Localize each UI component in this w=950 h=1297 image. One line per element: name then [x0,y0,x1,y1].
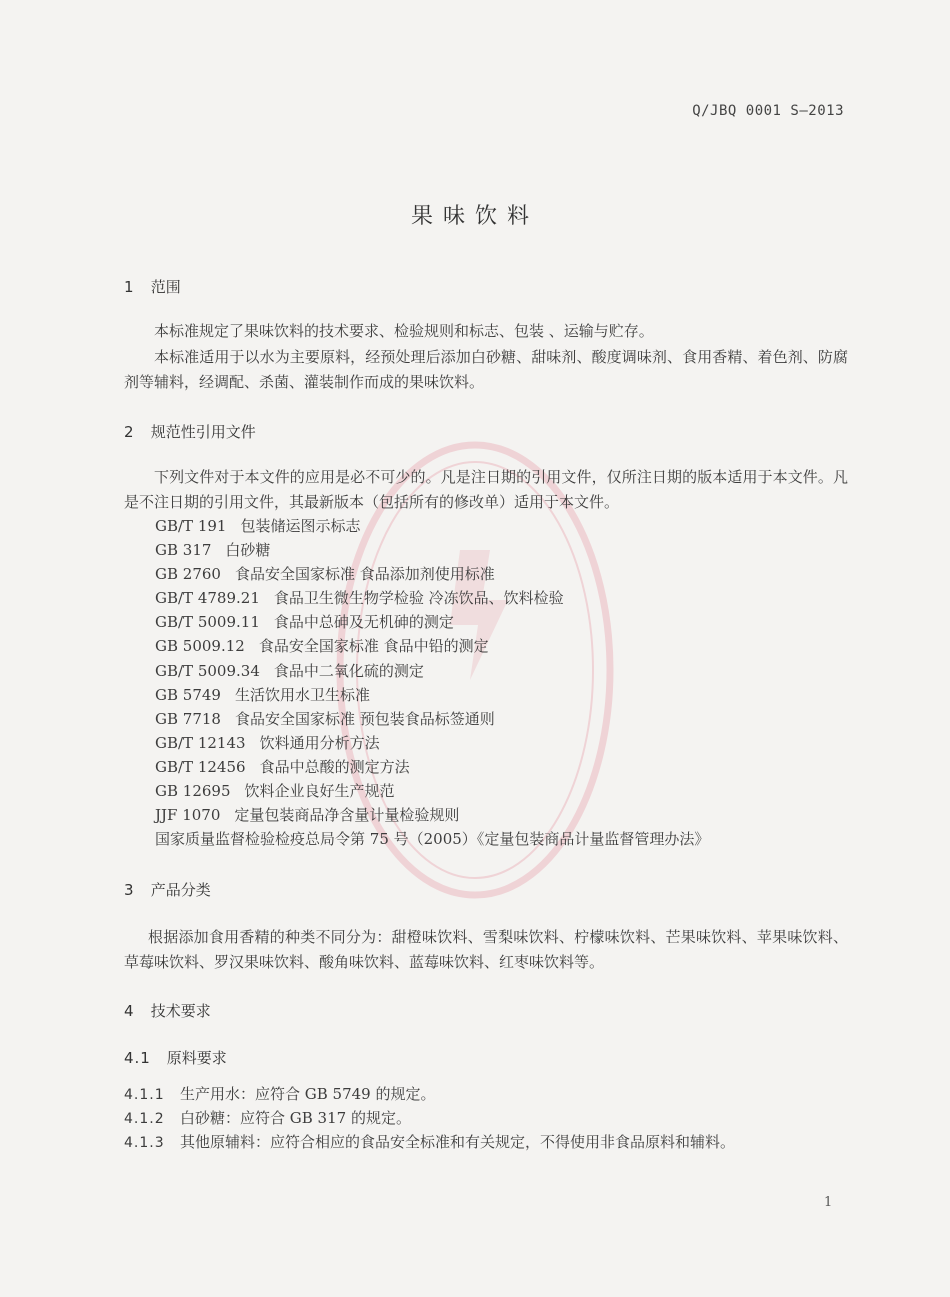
section-title: 规范性引用文件 [150,423,256,441]
section-number: 3 [124,881,134,899]
reference-item: GB/T 191 包装储运图示标志 [155,517,361,535]
reference-item: GB/T 4789.21 食品卫生微生物学检验 冷冻饮品、饮料检验 [155,589,564,608]
reference-item: GB/T 12143 饮料通用分析方法 [155,733,380,752]
subsection-number: 4.1 [124,1049,151,1067]
classification-paragraph: 根据添加食用香精的种类不同分为：甜橙味饮料、雪梨味饮料、柠檬味饮料、芒果味饮料、苹果味饮料、草莓味饮料、罗汉果味饮料、酸角味饮料、蓝莓味饮料、红枣味饮料等。 [124,928,848,971]
reference-item: GB/T 5009.11 食品中总砷及无机砷的测定 [155,613,454,632]
section-title: 技术要求 [150,1002,211,1020]
section-heading-references [124,421,256,442]
reference-list [155,514,709,851]
reference-item: GB 2760 食品安全国家标准 食品添加剂使用标准 [155,565,495,584]
section-heading-scope [124,276,181,297]
section-number: 4 [124,1002,134,1020]
reference-item: GB/T 5009.34 食品中二氧化硫的测定 [155,661,424,680]
section-heading-classification [124,879,211,900]
clause-4-1-2: 4.1.2 白砂糖：应符合 GB 317 的规定。 [124,1109,411,1127]
reference-item: GB 5749 生活饮用水卫生标准 [155,685,370,704]
clause-4-1-3: 4.1.3 其他原辅料：应符合相应的食品安全标准和有关规定，不得使用非食品原料和辅料。 [124,1133,736,1151]
page-number: 1 [824,1195,833,1210]
clause-4-1-1: 4.1.1 生产用水：应符合 GB 5749 的规定。 [124,1085,436,1103]
subsection-heading-raw-materials [124,1047,227,1068]
section-number: 2 [124,423,134,441]
subsection-title: 原料要求 [166,1049,227,1067]
reference-item: GB 12695 饮料企业良好生产规范 [155,782,395,801]
scope-paragraph-1: 本标准规定了果味饮料的技术要求、检验规则和标志、包装 、运输与贮存。 [154,322,654,340]
section-heading-technical [124,1000,211,1021]
standard-code: Q/JBQ 0001 S—2013 [692,103,844,119]
section-title: 范围 [150,278,181,296]
reference-item: GB 7718 食品安全国家标准 预包装食品标签通则 [155,709,495,728]
scope-paragraph-2: 本标准适用于以水为主要原料，经预处理后添加白砂糖、甜味剂、酸度调味剂、食用香精、着色剂、防腐剂等辅料，经调配、杀菌、灌装制作而成的果味饮料。 [124,348,848,391]
reference-item: GB 5009.12 食品安全国家标准 食品中铅的测定 [155,637,489,656]
references-intro: 下列文件对于本文件的应用是必不可少的。凡是注日期的引用文件，仅所注日期的版本适用于本文件。凡是不注日期的引用文件，其最新版本（包括所有的修改单）适用于本文件。 [124,468,848,511]
document-title: 果味饮料 [410,204,539,229]
section-title: 产品分类 [150,881,211,899]
reference-item: 国家质量监督检验检疫总局令第 75 号（2005）《定量包装商品计量监督管理办法》 [155,830,710,849]
reference-item: GB 317 白砂糖 [155,541,271,560]
reference-item: JJF 1070 定量包装商品净含量计量检验规则 [155,806,460,825]
section-number: 1 [124,278,134,296]
reference-item: GB/T 12456 食品中总酸的测定方法 [155,757,410,776]
